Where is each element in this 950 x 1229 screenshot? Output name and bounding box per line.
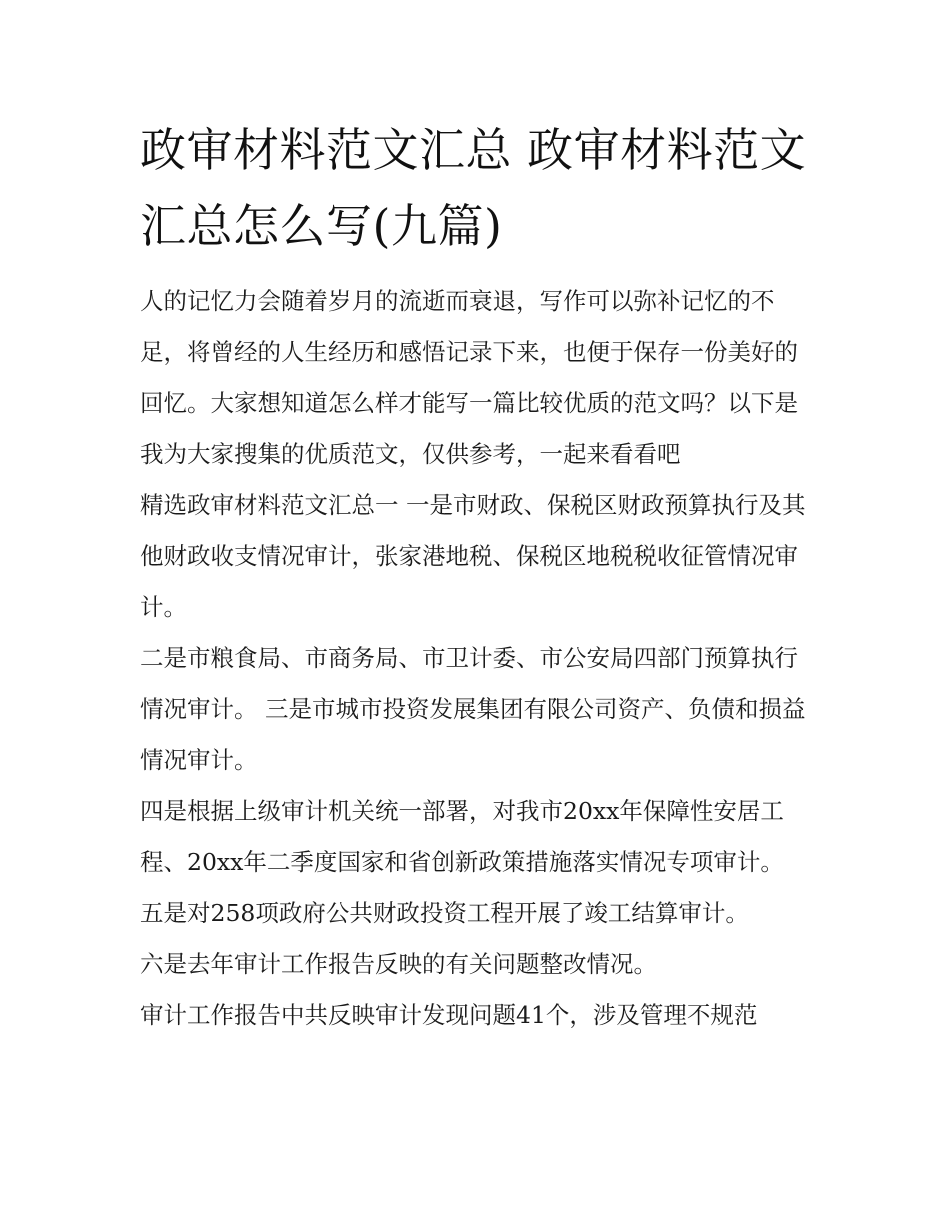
paragraph-item-four: 四是根据上级审计机关统一部署，对我市20xx年保障性安居工程、20xx年二季度国家和省创新政策措施落实情况专项审计。 <box>140 797 784 876</box>
paragraph-item-one: 精选政审材料范文汇总一 一是市财政、保税区财政预算执行及其他财政收支情况审计，张家港地税、保税区地税税收征管情况审计。 <box>140 491 806 621</box>
document-body <box>140 276 815 1041</box>
paragraph-item-five: 五是对258项政府公共财政投资工程开展了竣工结算审计。 <box>140 899 749 927</box>
paragraph-item-two-three: 二是市粮食局、市商务局、市卫计委、市公安局四部门预算执行情况审计。 三是市城市投资发展集团有限公司资产、负债和损益情况审计。 <box>140 644 806 774</box>
paragraph-item-six: 六是去年审计工作报告反映的有关问题整改情况。 <box>140 950 657 978</box>
document-title: 政审材料范文汇总 政审材料范文汇总怎么写(九篇) <box>140 123 807 253</box>
paragraph-intro: 人的记忆力会随着岁月的流逝而衰退，写作可以弥补记忆的不足，将曾经的人生经历和感悟记录下来，也便于保存一份美好的回忆。大家想知道怎么样才能写一篇比较优质的范文吗？以下是我为大家搜集的优质范文，仅供参考，一起来看看吧 <box>140 287 798 468</box>
paragraph-report-summary: 审计工作报告中共反映审计发现问题41个，涉及管理不规范 <box>140 1001 758 1029</box>
